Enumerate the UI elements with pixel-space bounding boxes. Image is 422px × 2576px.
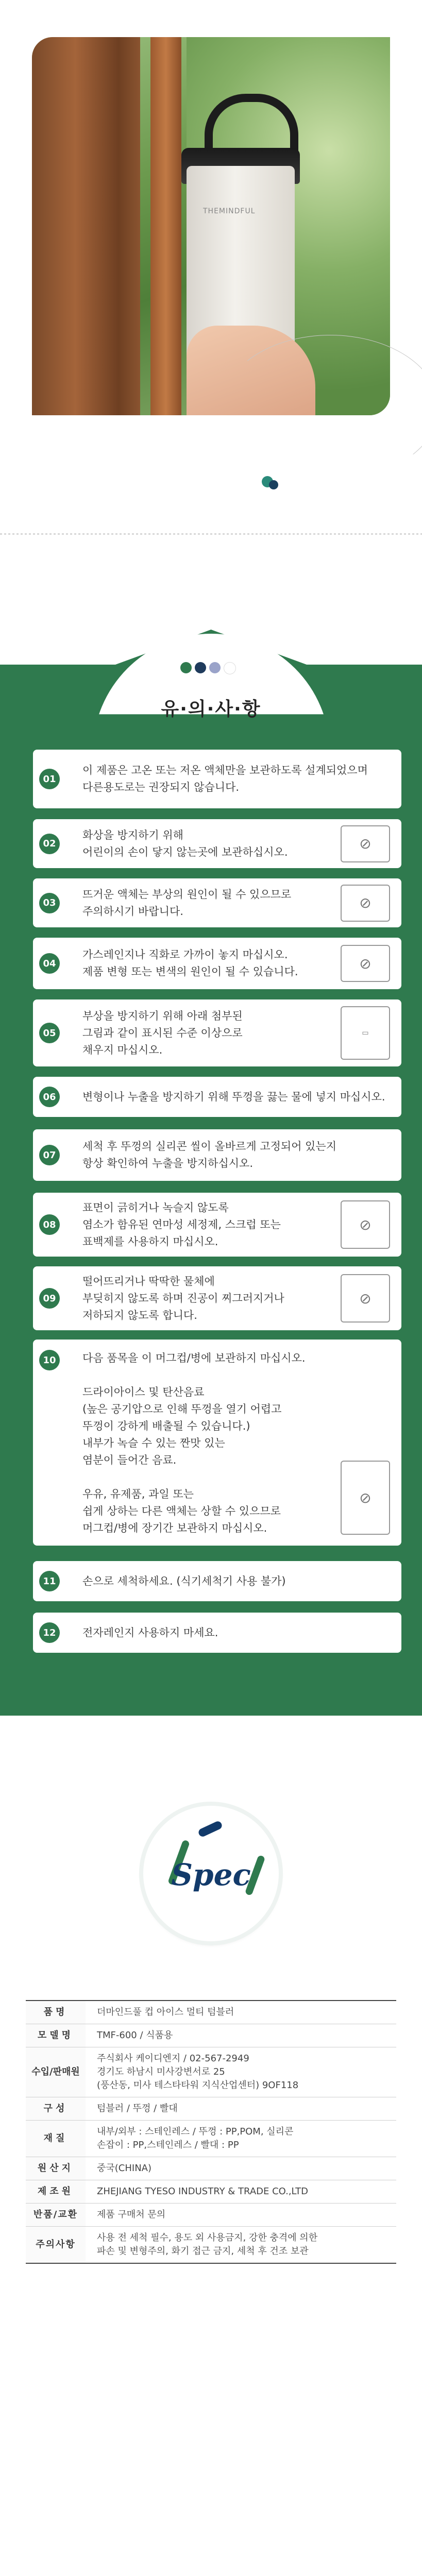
notice-item [33, 819, 401, 868]
spec-key: 재질 [26, 2121, 86, 2157]
spec-key: 모델명 [26, 2024, 86, 2047]
spec-key: 원산지 [26, 2157, 86, 2180]
spec-value: 내부/외부 : 스테인레스 / 뚜껑 : PP,POM, 실리콘 손잡이 : PP,스테인레스 / 빨대 : PP [86, 2121, 396, 2157]
no-children-icon: ⊘ [341, 825, 390, 862]
notice-dot [195, 662, 206, 673]
notice-number: 03 [39, 893, 60, 913]
notice-number: 01 [39, 769, 60, 789]
notice-text: 세척 후 뚜껑의 실리콘 씰이 올바르게 고정되어 있는지 항상 확인하여 누출을 방지하십시오. [82, 1140, 337, 1170]
notice-item [33, 1077, 401, 1117]
notice-text: 뜨거운 액체는 부상의 원인이 될 수 있으므로 주의하시기 바랍니다. [82, 888, 292, 918]
notice-text: 가스레인지나 직화로 가까이 놓지 마십시오. 제품 변형 또는 변색의 원인이 될 수 있습니다. [82, 948, 298, 978]
spec-value: ZHEJIANG TYESO INDUSTRY & TRADE CO.,LTD [86, 2180, 396, 2204]
notice-text: 떨어뜨리거나 딱딱한 물체에 부딪히지 않도록 하며 진공이 찌그러지거나 저하되지 않도록 합니다. [82, 1275, 284, 1321]
notice-text: 표면이 긁히거나 녹슬지 않도록 염소가 함유된 연마성 세정제, 스크럽 또는 표백제를 사용하지 마십시오. [82, 1201, 281, 1248]
notice-number: 05 [39, 1023, 60, 1043]
notice-text: 손으로 세척하세요. (식기세척기 사용 불가) [82, 1574, 286, 1587]
spec-value: 중국(CHINA) [86, 2157, 396, 2180]
notice-item [33, 1561, 401, 1601]
notice-item [33, 750, 401, 808]
photo-wood-wall [32, 37, 140, 415]
spec-key: 품명 [26, 2001, 86, 2024]
spec-key: 제조원 [26, 2180, 86, 2204]
spec-logo-text: Spec [171, 1857, 251, 1892]
notice-number: 10 [39, 1350, 60, 1370]
notice-number: 07 [39, 1145, 60, 1165]
notice-number: 06 [39, 1087, 60, 1107]
notice-item [33, 1613, 401, 1653]
hot-liquid-warning-icon: ⊘ [341, 885, 390, 922]
spec-value: 제품 구매처 문의 [86, 2204, 396, 2227]
notice-text: 화상을 방지하기 위해 어린이의 손이 닿지 않는곳에 보관하십시오. [82, 828, 288, 858]
notice-item [33, 938, 401, 989]
decorative-dot [269, 480, 278, 489]
table-row [26, 2227, 396, 2264]
photo-wood-frame [150, 37, 181, 415]
notice-text: 다음 품목을 이 머그컵/병에 보관하지 마십시오. 드라이아이스 및 탄산음료 (높은 공기압으로 인해 뚜껑을 열기 어렵고 뚜껑이 강하게 배출될 수 있습니다.) 내부가 녹슬 수 있는 짠맛 있는 염분이 들어간 음료. 우유, 유제품, 과일 또는 쉽게 상하는 다른 액체는 상할 수 있으므로 머그컵/병에 장기간 보관하지 마십시오. [82, 1352, 306, 1534]
notice-number: 12 [39, 1622, 60, 1643]
notice-number: 02 [39, 834, 60, 854]
notice-item [33, 999, 401, 1066]
spec-value: 사용 전 세척 필수, 용도 외 사용금지, 강한 충격에 의한 파손 및 변형주의, 화기 접근 금지, 세척 후 건조 보관 [86, 2227, 396, 2264]
decorative-arc [222, 335, 422, 480]
notice-dot [209, 662, 221, 673]
table-row [26, 2097, 396, 2121]
notice-item [33, 1193, 401, 1257]
spec-key: 구성 [26, 2097, 86, 2121]
notice-item [33, 878, 401, 927]
spec-value: 더마인드풀 컵 아이스 멀티 텀블러 [86, 2001, 396, 2024]
notice-dot [224, 662, 236, 674]
notice-text: 변형이나 누출을 방지하기 위해 뚜껑을 끓는 물에 넣지 마십시오. [82, 1090, 385, 1103]
table-row [26, 2180, 396, 2204]
spec-value: 텀블러 / 뚜껑 / 빨대 [86, 2097, 396, 2121]
table-row [26, 2024, 396, 2047]
table-row [26, 2121, 396, 2157]
no-drop-icon: ⊘ [341, 1274, 390, 1323]
notice-number: 09 [39, 1288, 60, 1309]
notice-title: 유·의·사·항 [161, 699, 261, 720]
notice-text: 부상을 방지하기 위해 아래 첨부된 그림과 같이 표시된 수준 이상으로 채우지 마십시오. [82, 1009, 243, 1056]
no-bleach-icon: ⊘ [341, 1200, 390, 1249]
notice-dot [180, 662, 192, 673]
spec-key: 주의사항 [26, 2227, 86, 2264]
spec-value: TMF-600 / 식품용 [86, 2024, 396, 2047]
notice-item [33, 1266, 401, 1330]
dotted-separator [0, 533, 422, 535]
notice-item [33, 1340, 401, 1546]
spec-table [26, 2000, 396, 2264]
notice-text: 이 제품은 고온 또는 저온 액체만을 보관하도록 설계되었으며 다른용도로는 권장되지 않습니다. [82, 764, 368, 793]
tumbler-brand-text: THEMINDFUL [203, 207, 256, 215]
notice-dots [180, 662, 236, 674]
notice-item [33, 1129, 401, 1181]
table-row [26, 2204, 396, 2227]
table-row [26, 2001, 396, 2024]
table-row [26, 2157, 396, 2180]
notice-text: 전자레인지 사용하지 마세요. [82, 1626, 218, 1639]
spec-key: 반품/교환 [26, 2204, 86, 2227]
no-fire-icon: ⊘ [341, 945, 390, 982]
notice-number: 08 [39, 1214, 60, 1235]
spec-key: 수입/판매원 [26, 2047, 86, 2097]
spec-value: 주식회사 케이디엔지 / 02-567-2949 경기도 하남시 미사강변서로 25 (풍산동, 미사 테스타타워 지식산업센터) 9OF118 [86, 2047, 396, 2097]
notice-number: 04 [39, 953, 60, 974]
no-carbonated-drinks-icon: ⊘ [341, 1461, 390, 1535]
notice-number: 11 [39, 1571, 60, 1591]
table-row [26, 2047, 396, 2097]
fill-level-diagram-icon: ▭ [341, 1006, 390, 1060]
